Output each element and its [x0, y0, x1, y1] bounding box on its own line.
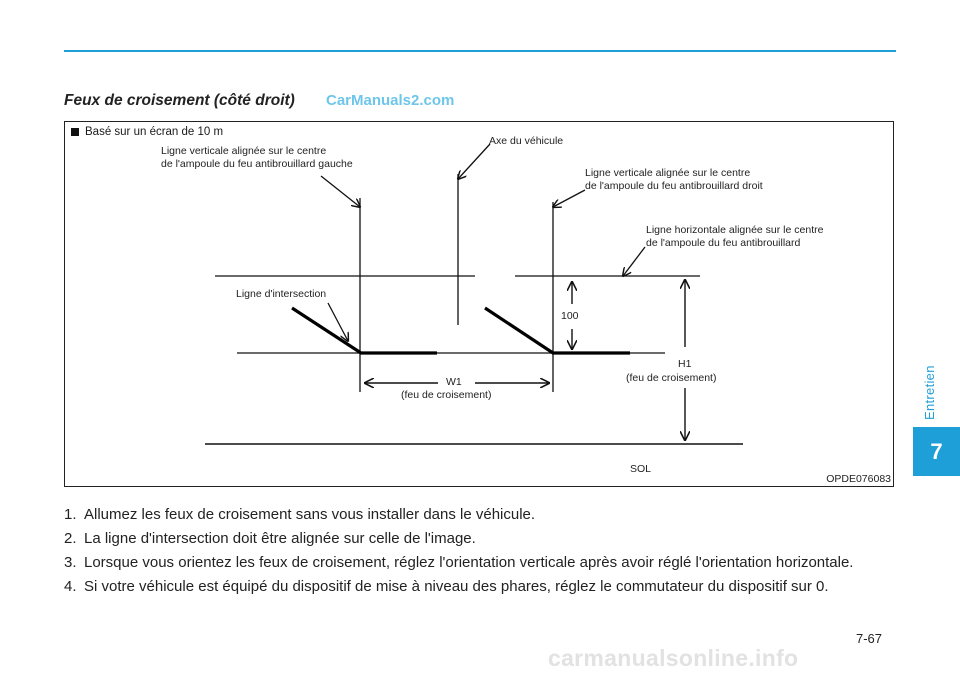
- right-vertical-leader: [553, 190, 585, 207]
- chapter-label: Entretien: [922, 365, 937, 420]
- label-horizontal-line1: Ligne horizontale alignée sur le centre: [646, 224, 824, 236]
- step-text: Si votre véhicule est équipé du dispositif de mise à niveau des phares, réglez le commutateur du dispositif sur 0.: [84, 578, 829, 595]
- page-number: 7-67: [856, 631, 883, 646]
- headlamp-aiming-figure: [64, 121, 894, 487]
- chapter-tab: 7: [913, 427, 960, 476]
- label-horizontal: [646, 224, 823, 250]
- list-item: [64, 577, 896, 596]
- label-horizontal-line2: de l'ampoule du feu antibrouillard: [646, 237, 801, 249]
- list-item: [64, 529, 896, 548]
- watermark-bottom: carmanualsonline.info: [548, 645, 799, 671]
- label-right-vertical-line2: de l'ampoule du feu antibrouillard droit: [585, 180, 763, 192]
- label-h1: H1: [678, 358, 692, 370]
- list-item: [64, 553, 896, 572]
- screen-note: [71, 126, 223, 138]
- vehicle-axis-leader: [458, 144, 490, 179]
- screen-note-text: Basé sur un écran de 10 m: [85, 126, 224, 138]
- label-intersection: Ligne d'intersection: [236, 288, 327, 300]
- label-right-vertical-line1: Ligne verticale alignée sur le centre: [585, 167, 751, 179]
- watermark-top: CarManuals2.com: [326, 92, 455, 109]
- horizontal-leader: [623, 247, 645, 276]
- label-h1-sub: (feu de croisement): [626, 372, 717, 384]
- label-left-vertical-line2: de l'ampoule du feu antibrouillard gauche: [161, 158, 353, 170]
- step-text: Allumez les feux de croisement sans vous installer dans le véhicule.: [84, 506, 536, 523]
- header-rule: [64, 50, 896, 52]
- figure-code: OPDE076083: [826, 473, 891, 485]
- left-cutoff-line: [292, 308, 437, 353]
- label-dim-100: 100: [561, 310, 579, 322]
- label-w1-sub: (feu de croisement): [401, 389, 492, 401]
- label-left-vertical-line1: Ligne verticale alignée sur le centre: [161, 145, 327, 157]
- instruction-list: [64, 505, 896, 601]
- label-ground: SOL: [630, 463, 652, 475]
- step-text: La ligne d'intersection doit être alignée sur celle de l'image.: [84, 530, 476, 547]
- label-vehicle-axis: Axe du véhicule: [489, 135, 564, 147]
- label-left-vertical: [161, 145, 353, 171]
- section-title: Feux de croisement (côté droit): [64, 92, 295, 109]
- square-bullet-icon: [71, 128, 79, 136]
- step-text: Lorsque vous orientez les feux de croisement, réglez l'orientation verticale après avoir réglé l'orientation horizontale.: [84, 554, 854, 571]
- label-right-vertical: [585, 167, 763, 193]
- label-w1: W1: [446, 376, 462, 388]
- step-number: 4.: [64, 578, 77, 595]
- left-vertical-leader: [321, 176, 360, 207]
- list-item: [64, 505, 896, 524]
- right-cutoff-line: [485, 308, 630, 353]
- step-number: 1.: [64, 506, 77, 523]
- figure-drawing: [65, 122, 895, 488]
- step-number: 2.: [64, 530, 77, 547]
- step-number: 3.: [64, 554, 77, 571]
